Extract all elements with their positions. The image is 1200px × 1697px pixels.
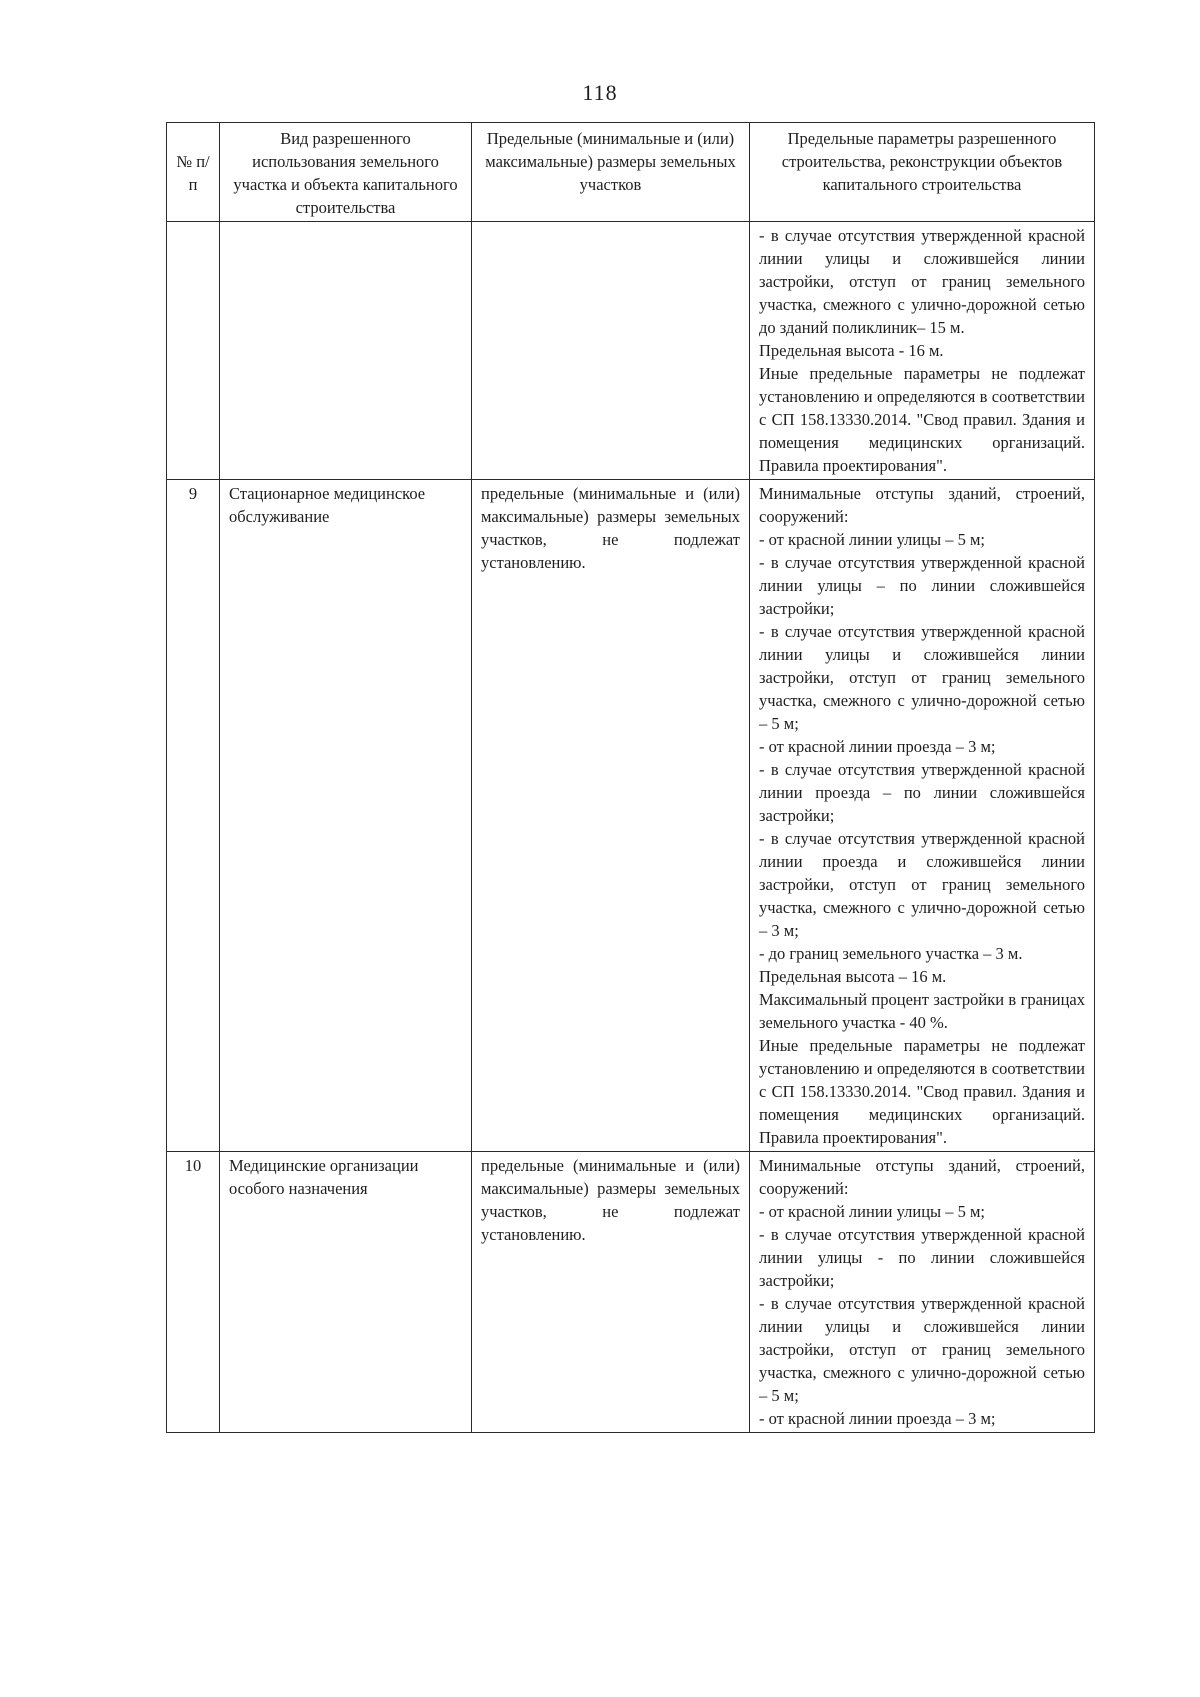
param-line: - в случае отсутствия утвержденной красной линии проезда – по линии сложившейся застройки; [759, 760, 1085, 825]
header-use-type: Вид разрешенного использования земельного участка и объекта капитального строительства [220, 123, 472, 222]
param-line: - в случае отсутствия утвержденной красной линии улицы и сложившейся линии застройки, отступ от границ земельного участка, смежного с улично-дорожной сетью до зданий поликлиник– 15 м. [759, 226, 1085, 337]
table-header-row [167, 123, 1095, 222]
param-line: - от красной линии улицы – 5 м; [759, 530, 986, 549]
page-number: 118 [582, 80, 618, 105]
param-line: Минимальные отступы зданий, строений, сооружений: [759, 484, 1085, 526]
param-line: - в случае отсутствия утвержденной красной линии улицы - по линии сложившейся застройки; [759, 1225, 1085, 1290]
param-line: Предельная высота - 16 м. [759, 341, 944, 360]
header-params: Предельные параметры разрешенного строительства, реконструкции объектов капитального строительства [750, 123, 1095, 222]
header-num: № п/п [167, 123, 220, 222]
row-params [750, 222, 1095, 480]
land-use-rules-table [166, 122, 1095, 1433]
row-num [167, 222, 220, 480]
param-line: Иные предельные параметры не подлежат установлению и определяются в соответствии с СП 158.13330.2014. "Свод правил. Здания и помещения медицинских организаций. Правила проектирования". [759, 364, 1085, 475]
table-row-10 [167, 1152, 1095, 1433]
row-num: 9 [167, 480, 220, 1152]
param-line: - в случае отсутствия утвержденной красной линии улицы и сложившейся линии застройки, отступ от границ земельного участка, смежного с улично-дорожной сетью – 5 м; [759, 1294, 1085, 1405]
param-line: Предельная высота – 16 м. [759, 967, 947, 986]
row-use-type: Стационарное медицинское обслуживание [220, 480, 472, 1152]
row-use-type: Медицинские организации особого назначения [220, 1152, 472, 1433]
row-params [750, 1152, 1095, 1433]
row-sizes [472, 222, 750, 480]
param-line: - до границ земельного участка – 3 м. [759, 944, 1023, 963]
param-line: - от красной линии проезда – 3 м; [759, 737, 996, 756]
table-row-continuation [167, 222, 1095, 480]
row-params [750, 480, 1095, 1152]
row-use-type [220, 222, 472, 480]
param-line: Иные предельные параметры не подлежат установлению и определяются в соответствии с СП 158.13330.2014. "Свод правил. Здания и помещения медицинских организаций. Правила проектирования". [759, 1036, 1085, 1147]
row-num: 10 [167, 1152, 220, 1433]
param-line: - в случае отсутствия утвержденной красной линии проезда и сложившейся линии застройки, отступ от границ земельного участка, смежного с улично-дорожной сетью – 3 м; [759, 829, 1085, 940]
table-row-9 [167, 480, 1095, 1152]
param-line: - в случае отсутствия утвержденной красной линии улицы и сложившейся линии застройки, отступ от границ земельного участка, смежного с улично-дорожной сетью – 5 м; [759, 622, 1085, 733]
row-sizes: предельные (минимальные и (или) максимальные) размеры земельных участков, не подлежат установлению. [472, 1152, 750, 1433]
param-line: - от красной линии улицы – 5 м; [759, 1202, 986, 1221]
param-line: - от красной линии проезда – 3 м; [759, 1409, 996, 1428]
param-line: Максимальный процент застройки в границах земельного участка - 40 %. [759, 990, 1085, 1032]
param-line: - в случае отсутствия утвержденной красной линии улицы – по линии сложившейся застройки; [759, 553, 1085, 618]
header-sizes: Предельные (минимальные и (или) максимальные) размеры земельных участков [472, 123, 750, 222]
param-line: Минимальные отступы зданий, строений, сооружений: [759, 1156, 1085, 1198]
row-sizes: предельные (минимальные и (или) максимальные) размеры земельных участков, не подлежат установлению. [472, 480, 750, 1152]
